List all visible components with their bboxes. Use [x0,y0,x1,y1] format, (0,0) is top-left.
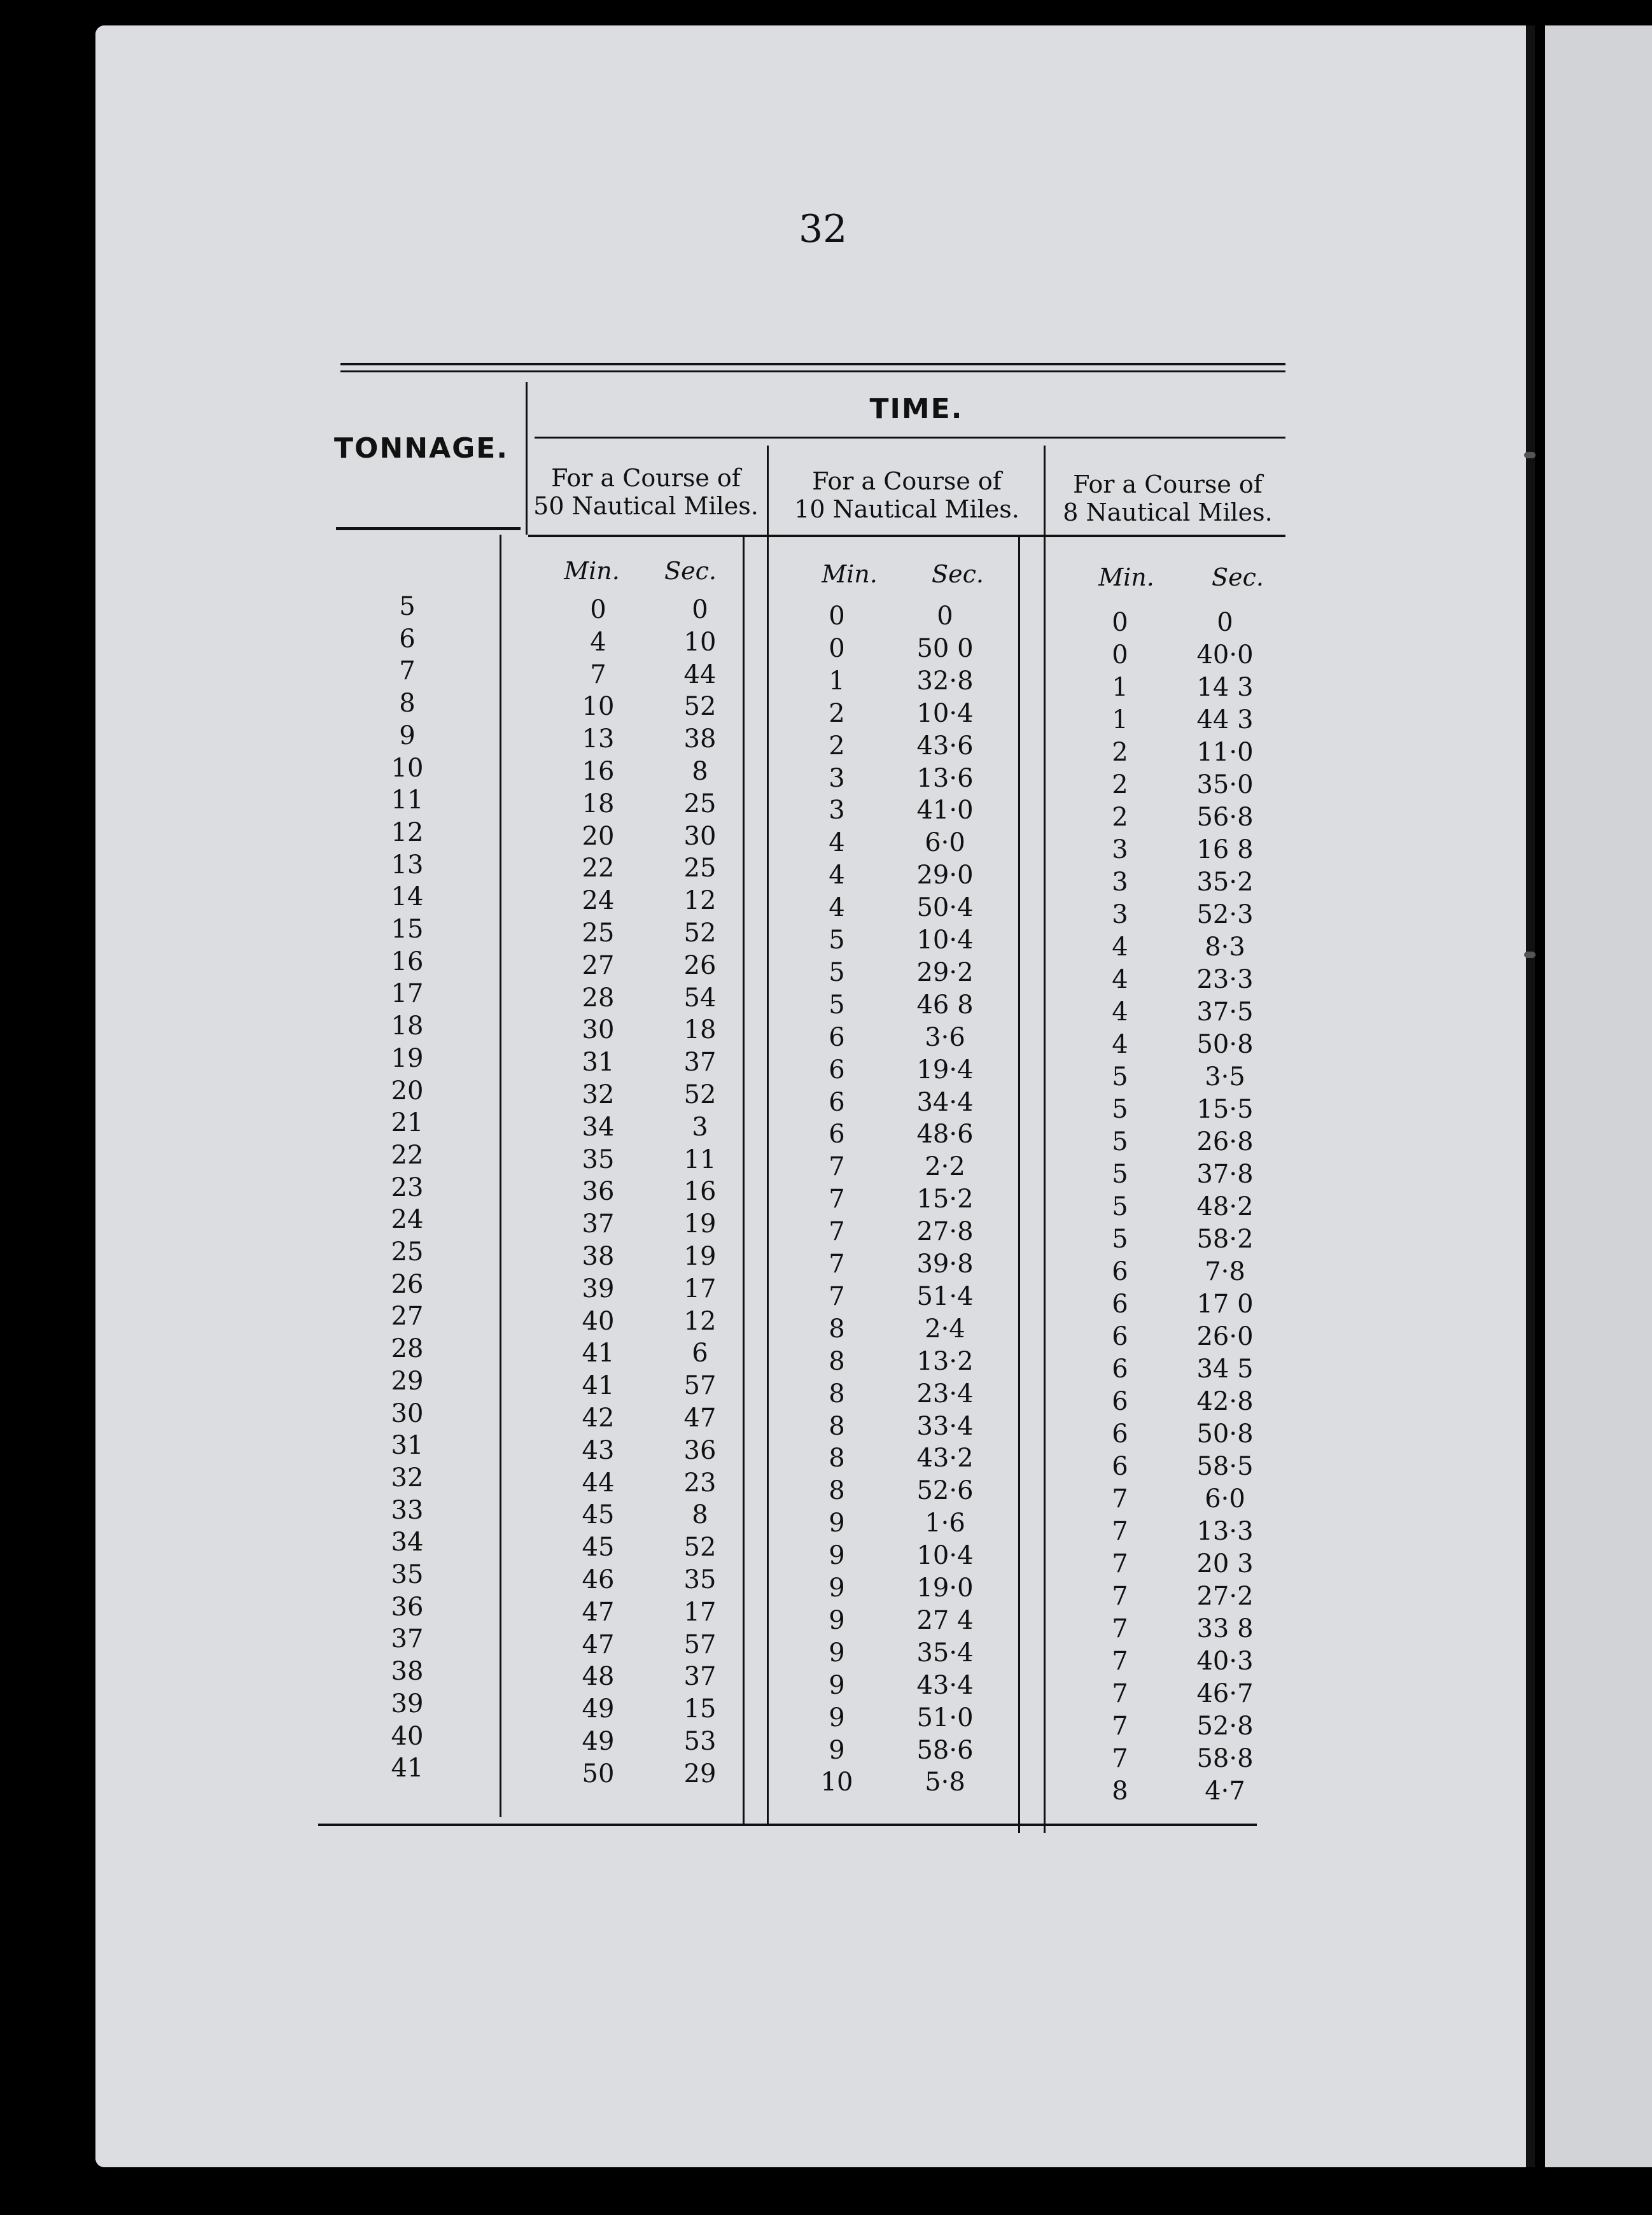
course-10-min-cell: 4 [829,828,845,858]
course-50-min-cell: 13 [582,724,615,754]
course-10-min-cell: 1 [829,666,845,696]
course-50-min-cell: 45 [582,1533,615,1563]
course-50-sec-cell: 52 [683,1080,717,1109]
course-10-min-cell: 9 [829,1573,845,1603]
course-8-min-cell: 4 [1112,997,1128,1027]
course-8-sec-cell: 16 8 [1196,835,1254,864]
course-10-sec-cell: 32·8 [916,666,974,696]
course-8-sec-cell: 58·2 [1196,1225,1254,1254]
column-divider [500,535,501,1817]
tonnage-cell: 28 [391,1334,424,1364]
course-8-sec-cell: 13·3 [1196,1517,1254,1546]
course-50-min-cell: 43 [582,1435,615,1465]
course-10-sec-cell: 19·4 [916,1055,974,1085]
course-8-min-cell: 7 [1112,1517,1128,1546]
course-8-sec-cell: 35·2 [1196,868,1254,897]
course-8-min-cell: 4 [1112,965,1128,994]
course-50-min-cell: 27 [582,950,615,980]
course-8-min-cell: 8 [1112,1776,1128,1806]
tonnage-cell: 17 [391,979,424,1009]
course-10-min-cell: 4 [829,893,845,923]
course-8-min-cell: 2 [1112,803,1128,832]
tonnage-cell: 30 [391,1398,424,1428]
course-8-min-cell: 0 [1112,640,1128,670]
course-8-line1: For a Course of [1073,470,1263,498]
course-8-header [1044,471,1292,526]
adjacent-page [1545,25,1652,2167]
course-8-sec-cell: 50·8 [1196,1030,1254,1059]
tonnage-cell: 18 [391,1011,424,1041]
course-50-min-cell: 40 [582,1306,615,1336]
course-10-sec-cell: 27 4 [916,1605,974,1635]
course-10-min-cell: 6 [829,1120,845,1150]
course-50-line2: 50 Nautical Miles. [533,491,759,520]
course-8-sec-cell: 6·0 [1205,1484,1245,1514]
course-50-sec-cell: 26 [683,950,717,980]
course-8-min-cell: 3 [1112,868,1128,897]
course-10-sec-cell: 2·4 [925,1314,965,1344]
course-50-sec-cell: 29 [683,1759,717,1789]
course-50-sec-cell: 37 [683,1048,717,1078]
course-8-min-cell: 3 [1112,900,1128,929]
course-8-sec-cell: 20 3 [1196,1549,1254,1579]
bottom-rule [318,1824,1257,1826]
course-50-sec-cell: 19 [683,1209,717,1239]
course-8-min-cell: 6 [1112,1322,1128,1351]
course-8-min-cell: 7 [1112,1744,1128,1773]
course-50-min-cell: 16 [582,757,615,786]
course-50-min-cell: 41 [582,1371,615,1401]
course-10-min-cell: 0 [829,601,845,631]
course-10-sec-cell: 29·0 [916,861,974,890]
course-8-sec-cell: 58·5 [1196,1452,1254,1481]
course-10-min-cell: 2 [829,698,845,728]
course-10-sec-cell: 43·4 [916,1670,974,1700]
course-8-sec-cell: 0 [1217,608,1233,637]
course-8-min-cell: 2 [1112,738,1128,767]
course-10-sec-cell: 52·6 [916,1476,974,1506]
course-8-min-cell: 6 [1112,1257,1128,1286]
course-8-sec-cell: 26·0 [1196,1322,1254,1351]
course-8-min-cell: 5 [1112,1095,1128,1124]
course-50-sec-cell: 36 [683,1435,717,1465]
course-10-min-cell: 3 [829,763,845,793]
course-8-min-cell: 7 [1112,1712,1128,1741]
course-10-min-cell: 2 [829,731,845,761]
course-10-min-cell: 8 [829,1379,845,1409]
course-10-sec-cell: 41·0 [916,796,974,826]
course-10-sec-cell: 51·0 [916,1703,974,1733]
course-10-min-cell: 6 [829,1087,845,1117]
course-underline [528,535,1285,537]
course-50-sec-cell: 44 [683,659,717,689]
top-double-rule [340,363,1285,365]
course-8-sec-cell: 37·8 [1196,1160,1254,1189]
course-50-sec-cell: 37 [683,1662,717,1692]
course-50-min-cell: 31 [582,1048,615,1078]
tonnage-cell: 22 [391,1140,424,1170]
course-8-min-cell: 7 [1112,1679,1128,1708]
tonnage-cell: 26 [391,1269,424,1299]
tonnage-cell: 8 [399,689,416,719]
course-50-sec-cell: 57 [683,1629,717,1659]
course-50-min-cell: 18 [582,789,615,819]
course-50-sec-cell: 8 [692,1500,708,1530]
binding-thread-mark [1524,452,1536,458]
course-50-sec-cell: 38 [683,724,717,754]
tonnage-cell: 38 [391,1657,424,1687]
course-8-sec-cell: 42·8 [1196,1387,1254,1416]
sec-label-10: Sec. [932,560,984,588]
course-8-min-cell: 7 [1112,1484,1128,1514]
course-10-sec-cell: 0 [937,601,953,631]
course-10-sec-cell: 50 0 [916,633,974,663]
course-10-min-cell: 9 [829,1638,845,1668]
course-8-sec-cell: 26·8 [1196,1127,1254,1157]
course-10-sec-cell: 34·4 [916,1087,974,1117]
course-8-min-cell: 6 [1112,1387,1128,1416]
course-10-min-cell: 3 [829,796,845,826]
course-50-sec-cell: 23 [683,1468,717,1498]
tonnage-cell: 40 [391,1721,424,1751]
column-divider [1044,446,1046,1833]
tonnage-cell: 19 [391,1043,424,1073]
tonnage-cell: 29 [391,1366,424,1396]
course-50-min-cell: 37 [582,1209,615,1239]
course-8-sec-cell: 52·3 [1196,900,1254,929]
binding-thread-mark [1524,952,1536,958]
tonnage-cell: 23 [391,1172,424,1202]
time-underline [535,437,1285,439]
course-50-min-cell: 46 [582,1565,615,1594]
course-8-min-cell: 1 [1112,673,1128,702]
course-10-min-cell: 7 [829,1152,845,1182]
course-8-min-cell: 5 [1112,1127,1128,1157]
course-10-sec-cell: 43·2 [916,1444,974,1473]
min-label-8: Min. [1098,563,1154,591]
course-8-min-cell: 2 [1112,770,1128,799]
course-50-sec-cell: 25 [683,789,717,819]
course-10-sec-cell: 5·8 [925,1768,965,1797]
tonnage-cell: 9 [399,721,416,750]
course-50-sec-cell: 17 [683,1274,717,1304]
course-10-sec-cell: 10·4 [916,698,974,728]
tonnage-cell: 25 [391,1237,424,1267]
course-8-min-cell: 5 [1112,1192,1128,1221]
course-50-min-cell: 10 [582,692,615,722]
course-8-sec-cell: 4·7 [1205,1776,1245,1806]
course-50-line1: For a Course of [551,464,741,492]
tonnage-header: TONNAGE. [334,432,509,465]
course-10-min-cell: 9 [829,1670,845,1700]
tonnage-cell: 24 [391,1205,424,1235]
course-8-sec-cell: 34 5 [1196,1354,1254,1384]
tonnage-cell: 34 [391,1528,424,1558]
course-8-sec-cell: 3·5 [1205,1062,1245,1092]
course-10-sec-cell: 3·6 [925,1022,965,1052]
tonnage-cell: 27 [391,1302,424,1332]
course-50-sec-cell: 18 [683,1015,717,1045]
course-50-min-cell: 48 [582,1662,615,1692]
course-10-line2: 10 Nautical Miles. [794,495,1019,523]
top-double-rule [340,370,1285,372]
spine-line [1526,25,1535,2167]
course-10-min-cell: 0 [829,633,845,663]
course-10-sec-cell: 27·8 [916,1217,974,1247]
course-10-sec-cell: 15·2 [916,1185,974,1214]
course-10-sec-cell: 58·6 [916,1735,974,1765]
tonnage-cell: 12 [391,817,424,847]
course-50-min-cell: 38 [582,1242,615,1271]
course-50-min-cell: 4 [590,627,606,657]
course-50-sec-cell: 54 [683,983,717,1013]
course-50-sec-cell: 16 [683,1177,717,1207]
course-50-min-cell: 49 [582,1694,615,1724]
course-10-min-cell: 8 [829,1346,845,1376]
course-10-min-cell: 6 [829,1022,845,1052]
course-10-min-cell: 8 [829,1476,845,1506]
course-10-sec-cell: 29·2 [916,957,974,987]
course-50-min-cell: 22 [582,854,615,883]
sec-label-50: Sec. [664,557,717,585]
tonnage-cell: 33 [391,1495,424,1525]
tonnage-cell: 35 [391,1560,424,1589]
course-8-min-cell: 1 [1112,705,1128,735]
course-10-sec-cell: 6·0 [925,828,965,858]
course-8-min-cell: 3 [1112,835,1128,864]
course-50-min-cell: 45 [582,1500,615,1530]
course-50-sec-cell: 11 [683,1144,717,1174]
course-50-sec-cell: 52 [683,1533,717,1563]
course-50-sec-cell: 52 [683,918,717,948]
course-10-min-cell: 5 [829,957,845,987]
course-8-sec-cell: 56·8 [1196,803,1254,832]
course-50-min-cell: 7 [590,659,606,689]
column-divider [1018,535,1020,1833]
course-8-min-cell: 7 [1112,1549,1128,1579]
tonnage-cell: 32 [391,1463,424,1493]
tonnage-cell: 13 [391,850,424,880]
course-10-min-cell: 7 [829,1249,845,1279]
course-10-min-cell: 10 [820,1768,853,1797]
course-8-sec-cell: 8·3 [1205,932,1245,962]
course-50-min-cell: 39 [582,1274,615,1304]
course-8-sec-cell: 40·3 [1196,1647,1254,1676]
course-8-sec-cell: 50·8 [1196,1419,1254,1449]
course-10-sec-cell: 13·6 [916,763,974,793]
course-50-min-cell: 42 [582,1403,615,1433]
course-8-sec-cell: 58·8 [1196,1744,1254,1773]
course-8-min-cell: 4 [1112,1030,1128,1059]
course-10-min-cell: 5 [829,925,845,955]
course-10-header [783,468,1031,523]
course-50-min-cell: 20 [582,821,615,851]
course-50-sec-cell: 52 [683,692,717,722]
course-10-min-cell: 7 [829,1281,845,1311]
course-10-sec-cell: 51·4 [916,1281,974,1311]
course-10-min-cell: 9 [829,1541,845,1571]
tonnage-cell: 7 [399,656,416,686]
course-8-sec-cell: 40·0 [1196,640,1254,670]
course-8-min-cell: 0 [1112,608,1128,637]
course-8-min-cell: 6 [1112,1290,1128,1319]
course-50-sec-cell: 53 [683,1727,717,1756]
course-8-sec-cell: 27·2 [1196,1582,1254,1611]
tonnage-cell: 41 [391,1754,424,1783]
course-10-sec-cell: 50·4 [916,893,974,923]
course-50-sec-cell: 8 [692,757,708,786]
course-8-sec-cell: 52·8 [1196,1712,1254,1741]
tonnage-cell: 6 [399,624,416,654]
course-50-min-cell: 36 [582,1177,615,1207]
course-50-sec-cell: 57 [683,1371,717,1401]
course-10-sec-cell: 13·2 [916,1346,974,1376]
tonnage-cell: 11 [391,785,424,815]
course-8-min-cell: 5 [1112,1225,1128,1254]
course-8-sec-cell: 48·2 [1196,1192,1254,1221]
course-10-sec-cell: 33·4 [916,1411,974,1441]
course-10-sec-cell: 46 8 [916,990,974,1020]
course-10-min-cell: 8 [829,1411,845,1441]
course-10-sec-cell: 10·4 [916,925,974,955]
course-8-sec-cell: 15·5 [1196,1095,1254,1124]
tonnage-cell: 15 [391,915,424,944]
course-50-min-cell: 47 [582,1629,615,1659]
course-8-sec-cell: 7·8 [1205,1257,1245,1286]
tonnage-cell: 16 [391,946,424,976]
tonnage-cell: 31 [391,1431,424,1461]
course-8-min-cell: 7 [1112,1582,1128,1611]
course-8-sec-cell: 23·3 [1196,965,1254,994]
course-50-sec-cell: 17 [683,1597,717,1627]
course-10-min-cell: 9 [829,1508,845,1538]
course-10-sec-cell: 19·0 [916,1573,974,1603]
tonnage-cell: 36 [391,1592,424,1622]
course-8-sec-cell: 35·0 [1196,770,1254,799]
course-10-min-cell: 5 [829,990,845,1020]
course-8-min-cell: 6 [1112,1354,1128,1384]
course-8-min-cell: 6 [1112,1452,1128,1481]
tonnage-cell: 39 [391,1689,424,1719]
tonnage-underline [336,527,521,530]
min-label-50: Min. [564,557,620,585]
course-10-sec-cell: 39·8 [916,1249,974,1279]
course-10-sec-cell: 48·6 [916,1120,974,1150]
course-50-sec-cell: 25 [683,854,717,883]
course-8-min-cell: 5 [1112,1062,1128,1092]
course-50-sec-cell: 19 [683,1242,717,1271]
course-10-min-cell: 9 [829,1735,845,1765]
course-50-min-cell: 0 [590,595,606,624]
course-50-min-cell: 24 [582,886,615,916]
course-50-sec-cell: 3 [692,1112,708,1142]
course-8-sec-cell: 37·5 [1196,997,1254,1027]
tonnage-cell: 20 [391,1076,424,1106]
course-10-min-cell: 6 [829,1055,845,1085]
course-50-min-cell: 50 [582,1759,615,1789]
course-10-min-cell: 7 [829,1185,845,1214]
course-50-min-cell: 44 [582,1468,615,1498]
course-10-sec-cell: 10·4 [916,1541,974,1571]
course-8-sec-cell: 14 3 [1196,673,1254,702]
time-header: TIME. [869,393,963,425]
course-50-sec-cell: 12 [683,1306,717,1336]
course-10-sec-cell: 43·6 [916,731,974,761]
tonnage-cell: 5 [399,592,416,621]
course-10-sec-cell: 1·6 [925,1508,965,1538]
tonnage-cell: 14 [391,882,424,912]
course-50-sec-cell: 15 [683,1694,717,1724]
course-50-sec-cell: 0 [692,595,708,624]
min-label-10: Min. [822,560,878,588]
course-10-sec-cell: 23·4 [916,1379,974,1409]
course-50-header [522,465,770,520]
course-50-min-cell: 34 [582,1112,615,1142]
course-50-min-cell: 30 [582,1015,615,1045]
course-10-min-cell: 4 [829,861,845,890]
course-50-min-cell: 35 [582,1144,615,1174]
course-10-min-cell: 8 [829,1444,845,1473]
course-50-min-cell: 25 [582,918,615,948]
course-8-sec-cell: 33 8 [1196,1614,1254,1643]
tonnage-cell: 10 [391,753,424,783]
course-8-min-cell: 7 [1112,1647,1128,1676]
course-8-min-cell: 6 [1112,1419,1128,1449]
course-8-min-cell: 7 [1112,1614,1128,1643]
course-50-sec-cell: 47 [683,1403,717,1433]
course-8-sec-cell: 44 3 [1196,705,1254,735]
course-50-min-cell: 49 [582,1727,615,1756]
course-50-min-cell: 41 [582,1339,615,1368]
course-8-line2: 8 Nautical Miles. [1063,498,1273,526]
course-50-sec-cell: 12 [683,886,717,916]
course-10-line1: For a Course of [812,467,1002,495]
column-divider [767,446,769,1824]
page-number: 32 [799,207,848,251]
course-50-sec-cell: 35 [683,1565,717,1594]
course-50-min-cell: 32 [582,1080,615,1109]
course-8-sec-cell: 17 0 [1196,1290,1254,1319]
course-50-sec-cell: 6 [692,1339,708,1368]
course-8-min-cell: 4 [1112,932,1128,962]
sec-label-8: Sec. [1212,563,1264,591]
course-50-min-cell: 47 [582,1597,615,1627]
course-8-min-cell: 5 [1112,1160,1128,1189]
course-10-min-cell: 8 [829,1314,845,1344]
course-8-sec-cell: 11·0 [1196,738,1254,767]
course-50-sec-cell: 10 [683,627,717,657]
course-10-sec-cell: 35·4 [916,1638,974,1668]
course-10-min-cell: 7 [829,1217,845,1247]
tonnage-cell: 37 [391,1624,424,1654]
course-8-sec-cell: 46·7 [1196,1679,1254,1708]
course-10-sec-cell: 2·2 [925,1152,965,1182]
course-50-sec-cell: 30 [683,821,717,851]
tonnage-cell: 21 [391,1108,424,1138]
course-50-min-cell: 28 [582,983,615,1013]
course-10-min-cell: 9 [829,1703,845,1733]
course-10-min-cell: 9 [829,1605,845,1635]
